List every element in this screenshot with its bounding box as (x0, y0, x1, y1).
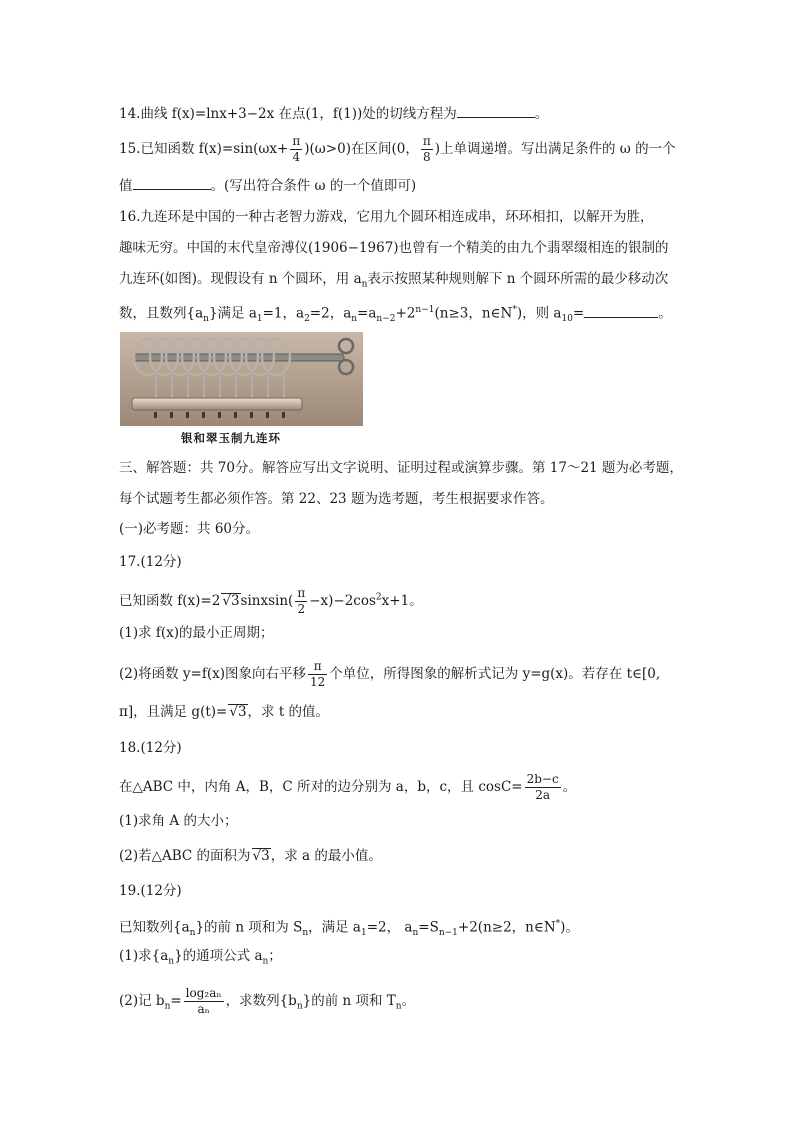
question-15-line-2: 值 。(写出符合条件 ω 的一个值即可) (119, 175, 416, 196)
fraction: $\frac{\pi}{12}$ (310, 659, 326, 689)
sqrt: √3 (229, 704, 247, 720)
question-16-line-1: 16.九连环是中国的一种古老智力游戏，它用九个圆环相连成串，环环相扣，以解开为胜， (119, 209, 654, 225)
question-18-stem: 在△ABC 中，内角 A，B，C 所对的边分别为 a，b，c，且 cosC= $\frac{2b-c}{2a}$ 。 (119, 772, 577, 802)
fraction: $\frac{\text{log₂aₙ}}{\text{aₙ}}$ (185, 986, 222, 1016)
fraction: $\frac{\pi}{2}$ (297, 586, 306, 616)
question-17-part-2-cont: π]，且满足 g(t)= √3，求 t 的值。 (119, 704, 330, 720)
nine-rings-photo (120, 332, 363, 426)
question-18-head: 18.(12分) (119, 740, 182, 756)
question-16-line-4: 数，且数列$\{a_n\}$满足 $a_1=1$，$a_2=2$，$a_n=a_{n-2}+2^{n-1}(n\ge 3$，n∈N*)，则 $a_{10}=$ 。 (119, 300, 672, 329)
sqrt: √3 (252, 848, 270, 864)
section-3-line-3: (一)必考题：共 60分。 (119, 521, 260, 537)
answer-blank[interactable] (133, 175, 211, 190)
sqrt: √3 (222, 593, 240, 609)
question-17-stem: 已知函数 f(x)=2 √3sinxsin( $\frac{\pi}{2}$ $-x)-2\cos^2x+1$。 (119, 586, 423, 616)
question-17-part-2: (2)将函数 y=f(x)图象向右平移 $\frac{\pi}{12}$ 个单位，所得图象的解析式记为 y=g(x)。若存在 t∈[0, (119, 659, 661, 689)
question-17-part-1: (1)求 f(x)的最小正周期； (119, 625, 274, 641)
question-18-part-1: (1)求角 A 的大小； (119, 813, 238, 829)
section-3-line-1: 三、解答题：共 70分。解答应写出文字说明、证明过程或演算步骤。第 17～21 题为必考题， (119, 460, 683, 476)
question-19-head: 19.(12分) (119, 883, 182, 899)
question-16-line-2: 趣味无穷。中国的末代皇帝溥仪(1906−1967)也曾有一个精美的由九个翡翠缀相连的银制的 (119, 240, 669, 256)
answer-blank[interactable] (457, 103, 535, 118)
fraction: $\frac{\pi}{8}$ (422, 134, 431, 164)
question-14: 14.曲线 f(x)=lnx+3−2x 在点(1，f(1))处的切线方程为 。 (119, 103, 548, 124)
answer-blank[interactable] (584, 303, 658, 318)
question-17-head: 17.(12分) (119, 554, 182, 570)
question-19-part-2: (2)记 $b_n=$ $\frac{\text{log₂aₙ}}{\text{aₙ}}$ ，求数列$\{b_n\}$的前 n 项和 $T_n$。 (119, 986, 416, 1016)
photo-caption: 银和翠玉制九连环 (181, 431, 281, 445)
fraction: $\frac{2b-c}{2a}$ (526, 772, 559, 802)
section-3-line-2: 每个试题考生都必须作答。第 22、23 题为选考题，考生根据要求作答。 (119, 491, 554, 507)
question-19-stem: 已知数列$\{a_n\}$的前 n 项和为 $S_n$，满足 $a_1=2$， $a_n=S_{n-1}+2(n\ge 2$，n∈N*)。 (119, 919, 579, 939)
fraction: $\frac{\pi}{4}$ (292, 134, 301, 164)
question-18-part-2: (2)若△ABC 的面积为 √3，求 a 的最小值。 (119, 848, 382, 864)
question-19-part-1: (1)求$\{a_n\}$的通项公式 $a_n$； (119, 948, 282, 967)
question-16-line-3: 九连环(如图)。现假设有 n 个圆环，用 $a_n$表示按照某种规则解下 n 个圆环所需的最少移动次 (119, 271, 669, 290)
question-15-line-1: 15.已知函数 f(x)=sin(ωx+ $\frac{\pi}{4}$ )(ω>0)在区间(0， $\frac{\pi}{8}$ )上单调递增。写出满足条件的 ω 的一个 (119, 134, 676, 164)
